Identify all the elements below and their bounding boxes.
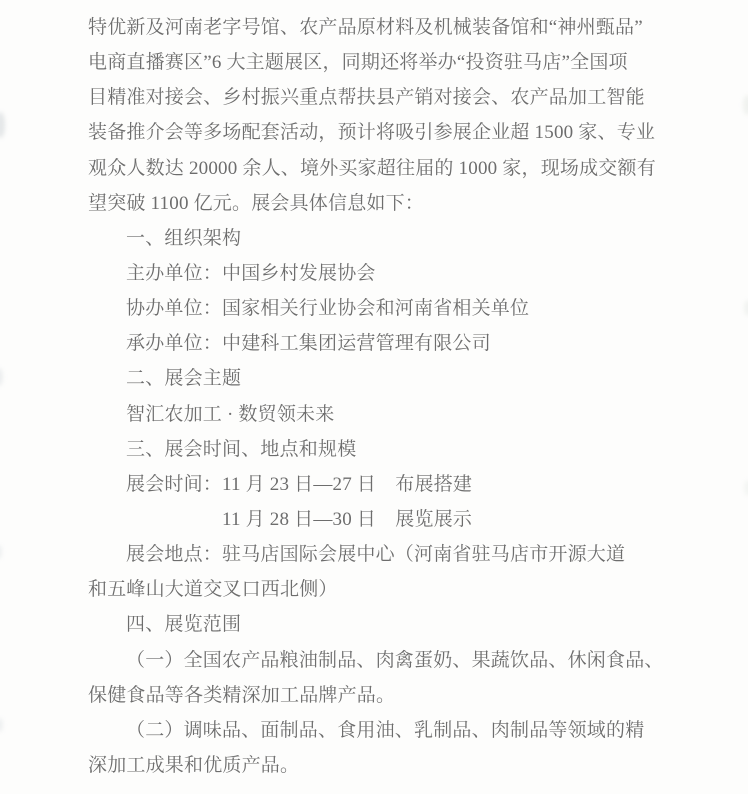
section-heading-theme: 二、展会主题	[126, 368, 242, 390]
scan-smudge	[744, 480, 748, 496]
document-line: 特优新及河南老字号馆、农产品原材料及机械装备馆和“神州甄品”	[88, 17, 643, 38]
document-line: 望突破 1100 亿元。展会具体信息如下：	[88, 192, 424, 214]
document-line: 展会地点：驻马店国际会展中心（河南省驻马店市开源大道	[126, 544, 626, 566]
section-heading-organization: 一、组织架构	[126, 227, 242, 249]
scan-smudge	[0, 545, 2, 559]
document-line: 主办单位：中国乡村发展协会	[126, 262, 376, 284]
document-line: 装备推介会等多场配套活动，预计将吸引参展企业超 1500 家、专业	[88, 122, 656, 144]
document-line: 11 月 28 日—30 日 展览展示	[222, 508, 473, 530]
document-line: 智汇农加工 · 数贸领未来	[126, 403, 335, 425]
document-line: 展会时间：11 月 23 日—27 日 布展搭建	[126, 473, 473, 495]
document-line: 观众人数达 20000 余人、境外买家超往届的 1000 家，现场成交额有	[88, 157, 656, 179]
document-line: 协办单位：国家相关行业协会和河南省相关单位	[126, 298, 530, 320]
document-line: （二）调味品、面制品、食用油、乳制品、肉制品等领域的精	[126, 719, 645, 741]
document-line: 保健食品等各类精深加工品牌产品。	[88, 684, 396, 706]
section-heading-scope: 四、展览范围	[126, 614, 242, 636]
scan-smudge	[0, 112, 5, 138]
section-heading-time-place: 三、展会时间、地点和规模	[126, 438, 357, 460]
document-line: 深加工成果和优质产品。	[88, 754, 300, 776]
document-line: 电商直播赛区”6 大主题展区，同期还将举办“投资驻马店”全国项	[88, 52, 628, 74]
scan-smudge	[744, 300, 748, 316]
scan-smudge	[0, 368, 3, 386]
document-line: （一）全国农产品粮油制品、肉禽蛋奶、果蔬饮品、休闲食品、	[126, 649, 664, 671]
scan-smudge	[743, 95, 748, 115]
document-line: 目精准对接会、乡村振兴重点帮扶县产销对接会、农产品加工智能	[88, 87, 645, 109]
document-line: 承办单位：中建科工集团运营管理有限公司	[126, 333, 491, 355]
document-line: 和五峰山大道交叉口西北侧）	[88, 579, 338, 601]
scan-smudge	[0, 718, 3, 732]
